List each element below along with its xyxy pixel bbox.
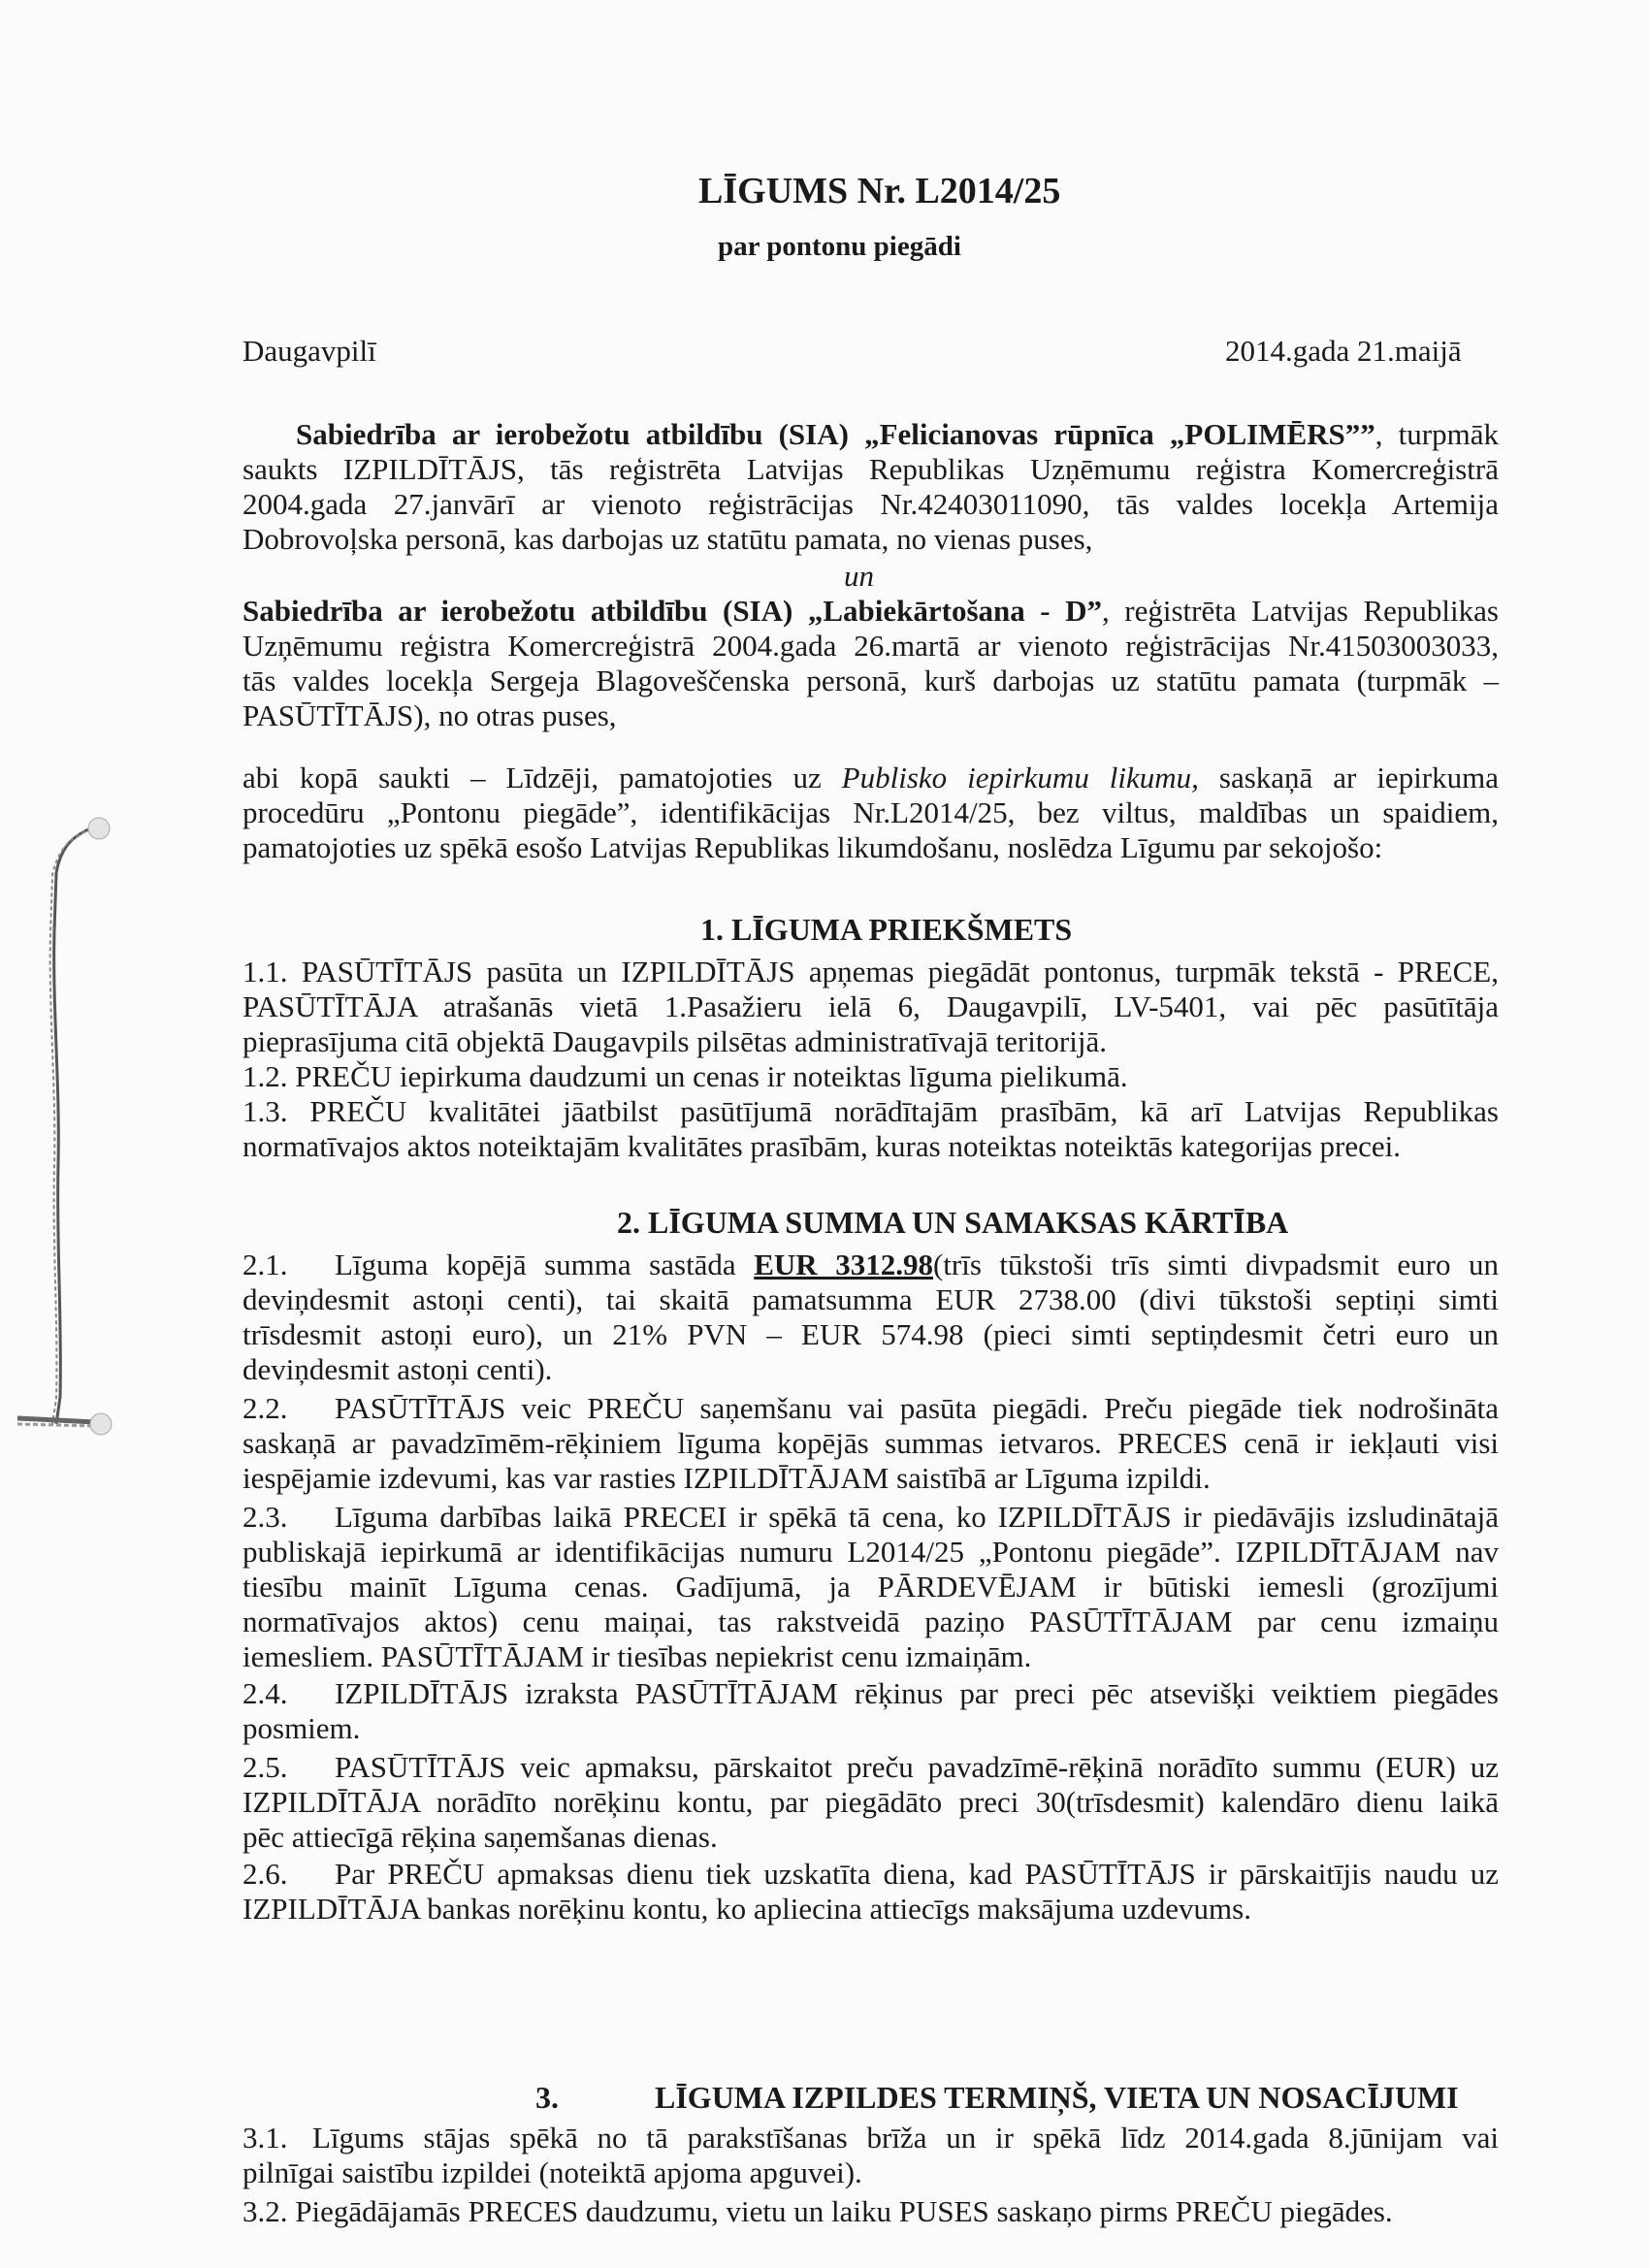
s2-p3-line4: normatīvajos aktos) cenu maiņai, tas rakstveidā paziņo PASŪTĪTĀJAM par cenu izmaiņu: [242, 1604, 1499, 1638]
intro-law-name: Publisko iepirkumu likumu,: [841, 761, 1199, 794]
and-word: un: [844, 559, 874, 593]
section3-number: 3.: [535, 2080, 559, 2115]
s3-p1-line1: Līgums stājas spēkā no tā parakstīšanas brīža un ir spēkā līdz 2014.gada 8.jūnijam vai: [312, 2121, 1499, 2155]
s2-p6-line2: IZPILDĪTĀJA bankas norēķinu kontu, ko apliecina attiecīgs maksājuma uzdevums.: [242, 1892, 1251, 1926]
intro-line1b: saskaņā ar iepirkuma: [1198, 761, 1499, 794]
s1-p3-line1: 1.3. PREČU kvalitātei jāatbilst pasūtījumā norādītajām prasībām, kā arī Latvijas Republikas: [242, 1094, 1499, 1128]
s3-p1-line2: pilnīgai saistību izpildei (noteiktā apjoma apguvei).: [242, 2155, 862, 2189]
s1-p1-line1: 1.1. PASŪTĪTĀJS pasūta un IZPILDĪTĀJS apņemas piegādāt pontonus, turpmāk tekstā - PRECE,: [242, 955, 1499, 988]
contract-title: LĪGUMS Nr. L2014/25: [698, 171, 1061, 211]
party2-name: Sabiedrība ar ierobežotu atbildību (SIA) „Labiekārtošana - D”: [242, 594, 1103, 628]
party1-line1-rest: , turpmāk: [1374, 417, 1499, 451]
s2-p3-line2: publiskajā iepirkumā ar identifikācijas numuru L2014/25 „Pontonu piegāde”. IZPILDĪTĀJAM nav: [242, 1535, 1499, 1569]
section1-heading: 1. LĪGUMA PRIEKŠMETS: [700, 912, 1073, 947]
s2-p2-line2: saskaņā ar pavadzīmēm-rēķiniem līguma kopējās summas ietvaros. PRECES cenā ir iekļauti visi: [242, 1426, 1499, 1460]
s2-p1-line1b: (trīs tūkstoši trīs simti divpadsmit euro un: [932, 1247, 1500, 1281]
contract-place: Daugavpilī: [242, 334, 376, 368]
s2-p4-number: 2.4.: [242, 1676, 288, 1710]
intro-line3: pamatojoties uz spēkā esošo Latvijas Republikas likumdošanu, noslēdza Līgumu par sekojošo:: [242, 830, 1383, 864]
section2-heading: 2. LĪGUMA SUMMA UN SAMAKSAS KĀRTĪBA: [617, 1205, 1289, 1240]
s2-p6-line1: Par PREČU apmaksas dienu tiek uzskatīta diena, kad PASŪTĪTĀJS ir pārskaitījis naudu uz: [335, 1857, 1499, 1891]
party2-line2: Uzņēmumu reģistra Komercreģistrā 2004.gada 26.martā ar vienoto reģistrācijas Nr.41503003033,: [242, 629, 1499, 663]
s2-p3-line3: tiesību mainīt Līguma cenas. Gadījumā, ja PĀRDEVĒJAM ir būtiski iemesli (grozījumi: [242, 1570, 1499, 1604]
s2-p5-line1: PASŪTĪTĀJS veic apmaksu, pārskaitot preču pavadzīmē-rēķinā norādīto summu (EUR) uz: [335, 1750, 1499, 1784]
s2-p2-number: 2.2.: [242, 1391, 288, 1425]
party2-line3: tās valdes locekļa Sergeja Blagoveščenska personā, kurš darbojas uz statūtu pamata (turpmāk –: [242, 664, 1499, 697]
party2-line1: [242, 594, 1499, 629]
s2-p4-line2: posmiem.: [242, 1711, 361, 1745]
party1-line1: [296, 417, 1499, 452]
s3-p1-number: 3.1.: [242, 2121, 288, 2155]
s2-p5-line2: IZPILDĪTĀJA norādīto norēķinu kontu, par piegādāto preci 30(trīsdesmit) kalendāro dienu laikā: [242, 1785, 1499, 1819]
s1-p1-line3: pieprasījuma citā objektā Daugavpils pilsētas administratīvajā teritorijā.: [242, 1024, 1107, 1058]
s2-p3-line1: Līguma darbības laikā PRECEI ir spēkā tā cena, ko IZPILDĪTĀJS ir piedāvājis izsludinātajā: [335, 1500, 1499, 1534]
s3-p2: 3.2. Piegādājamās PRECES daudzumu, vietu un laiku PUSES saskaņo pirms PREČU piegādes.: [242, 2194, 1393, 2228]
s2-p1-line4: deviņdesmit astoņi centi).: [242, 1352, 553, 1386]
contract-subtitle: par pontonu piegādi: [718, 231, 961, 262]
intro-line1a: abi kopā saukti – Līdzēji, pamatojoties uz: [242, 761, 842, 794]
s2-p4-line1: IZPILDĪTĀJS izraksta PASŪTĪTĀJAM rēķinus par preci pēc atsevišķi veiktiem piegādes: [335, 1676, 1499, 1710]
s1-p3-line2: normatīvajos aktos noteiktajām kvalitātes prasībām, kuras noteiktas noteiktās kategorijas precei.: [242, 1129, 1402, 1163]
s2-p1-line2: deviņdesmit astoņi centi), tai skaitā pamatsumma EUR 2738.00 (divi tūkstoši septiņi simti: [242, 1282, 1499, 1316]
intro-line2: procedūru „Pontonu piegāde”, identifikācijas Nr.L2014/25, bez viltus, maldības un spaidiem,: [242, 795, 1499, 829]
party1-name: Sabiedrība ar ierobežotu atbildību (SIA) „Felicianovas rūpnīca „POLIMĒRS””: [296, 417, 1375, 451]
s2-p2-line3: iespējamie izdevumi, kas var rasties IZPILDĪTĀJAM saistībā ar Līguma izpildi.: [242, 1461, 1211, 1495]
s2-p2-line1: PASŪTĪTĀJS veic PREČU saņemšanu vai pasūta piegādi. Preču piegāde tiek nodrošināta: [335, 1391, 1499, 1425]
s1-p2: 1.2. PREČU iepirkuma daudzumi un cenas ir noteiktas līguma pielikumā.: [242, 1059, 1128, 1093]
s2-p3-number: 2.3.: [242, 1500, 288, 1534]
party2-line1-rest: , reģistrēta Latvijas Republikas: [1102, 594, 1499, 628]
s2-p1-line1: [335, 1247, 1499, 1282]
s2-p1-line3: trīsdesmit astoņi euro), un 21% PVN – EUR 574.98 (pieci simti septiņdesmit četri euro un: [242, 1317, 1499, 1351]
total-amount: EUR 3312.98: [754, 1247, 933, 1281]
party1-line3: 2004.gada 27.janvārī ar vienoto reģistrācijas Nr.42403011090, tās valdes locekļa Artemija: [242, 487, 1499, 521]
s2-p3-line5: iemesliem. PASŪTĪTĀJAM ir tiesības nepiekrist cenu izmaiņām.: [242, 1639, 1032, 1673]
s1-p1-line2: PASŪTĪTĀJA atrašanās vietā 1.Pasažieru ielā 6, Daugavpilī, LV-5401, vai pēc pasūtītāja: [242, 989, 1499, 1023]
section3-heading: LĪGUMA IZPILDES TERMIŅŠ, VIETA UN NOSACĪJUMI: [655, 2080, 1459, 2115]
s2-p1-line1a: Līguma kopējā summa sastāda: [335, 1247, 755, 1281]
s2-p5-line3: pēc attiecīgā rēķina saņemšanas dienas.: [242, 1820, 718, 1854]
binding-cord: [17, 815, 124, 1436]
party2-line4: PASŪTĪTĀJS), no otras puses,: [242, 698, 617, 732]
s2-p6-number: 2.6.: [242, 1857, 288, 1891]
party1-line4: Dobrovoļska personā, kas darbojas uz statūtu pamata, no vienas puses,: [242, 522, 1093, 556]
party1-line2: saukts IZPILDĪTĀJS, tās reģistrēta Latvijas Republikas Uzņēmumu reģistra Komercreģistrā: [242, 452, 1499, 486]
intro-line1: [242, 761, 1499, 795]
s2-p5-number: 2.5.: [242, 1750, 288, 1784]
contract-date: 2014.gada 21.maijā: [1225, 334, 1462, 368]
s2-p1-number: 2.1.: [242, 1247, 288, 1281]
